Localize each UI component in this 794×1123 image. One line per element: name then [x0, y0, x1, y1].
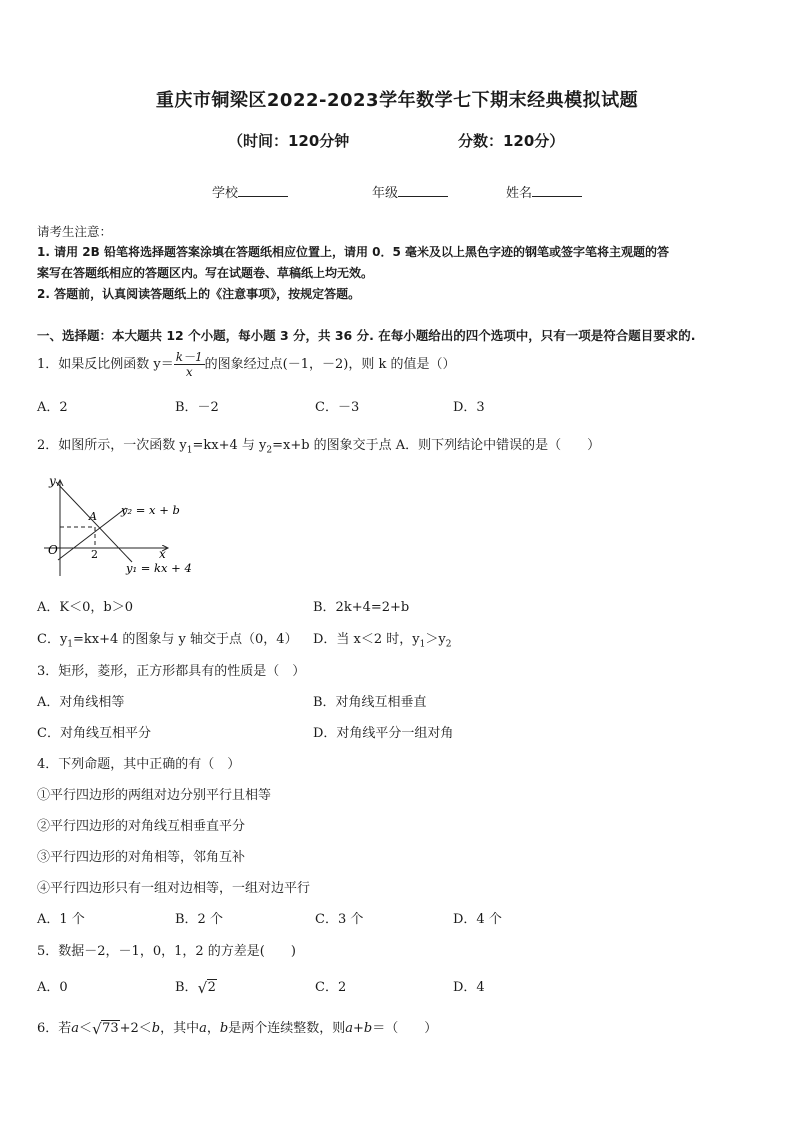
- q1-option-c[interactable]: C．－3: [315, 400, 360, 415]
- q1-option-b[interactable]: B．－2: [175, 400, 219, 415]
- q1-option-a[interactable]: A．2: [37, 400, 68, 415]
- question-5: 5．数据－2，－1，0，1，2 的方差是( ): [37, 944, 296, 959]
- q3-option-b[interactable]: B．对角线互相垂直: [313, 695, 427, 710]
- q4-statement-2: ②平行四边形的对角线互相垂直平分: [37, 819, 246, 834]
- q2-graph: [36, 472, 206, 582]
- q4-option-a[interactable]: A．1 个: [37, 912, 85, 927]
- q2-text-b: =kx+4 与 y: [192, 438, 267, 453]
- exam-title: 重庆市铜梁区2022-2023学年数学七下期末经典模拟试题: [155, 90, 639, 111]
- graph-label-y1: y₁ = kx + 4: [126, 561, 192, 575]
- notice-line-1a: 1. 请用 2B 铅笔将选择题答案涂填在答题纸相应位置上，请用 0．5 毫米及以上黑色字迹的钢笔或签字笔将主观题的答: [37, 245, 669, 259]
- notice-heading: 请考生注意：: [37, 224, 113, 239]
- q6-var-a: a: [71, 1021, 80, 1036]
- q6-mid: +2＜: [119, 1021, 152, 1036]
- q2-sub-2: 2: [266, 445, 273, 456]
- graph-origin-label: O: [48, 543, 58, 557]
- q4-option-b[interactable]: B．2 个: [175, 912, 223, 927]
- q5-b-sqrt: [198, 980, 217, 995]
- q1-text-post: 的图象经过点(－1，－2)，则 k 的值是（）: [204, 357, 456, 372]
- q6-post3: ＝（ ）: [372, 1021, 438, 1036]
- q2-option-a[interactable]: A．K＜0，b＞0: [37, 600, 133, 615]
- grade-blank[interactable]: [398, 184, 448, 197]
- q4-option-c[interactable]: C．3 个: [315, 912, 364, 927]
- name-label: 姓名: [506, 186, 533, 201]
- q5-b-radicand: 2: [207, 980, 216, 995]
- q3-option-c[interactable]: C．对角线互相平分: [37, 726, 151, 741]
- sqrt-radical-icon: √: [92, 1020, 102, 1038]
- q6-sqrt: [92, 1021, 120, 1036]
- q6-var-b: b: [151, 1021, 161, 1036]
- q6-post1: ，其中: [160, 1021, 200, 1036]
- q2-option-c[interactable]: [37, 628, 298, 650]
- school-label: 学校: [212, 186, 239, 201]
- q1-text-pre: 1．如果反比例函数 y＝: [37, 357, 174, 372]
- q6-radicand: 73: [102, 1021, 119, 1036]
- q4-statement-3: ③平行四边形的对角相等，邻角互补: [37, 850, 246, 865]
- q2-text-a: 2．如图所示，一次函数 y: [37, 438, 187, 453]
- q4-option-d[interactable]: D．4 个: [453, 912, 502, 927]
- question-2: [37, 434, 600, 456]
- q5-option-a[interactable]: A．0: [37, 980, 68, 995]
- q2-text-c: =x+b 的图象交于点 A．则下列结论中错误的是（ ）: [272, 438, 601, 453]
- sqrt-radical-icon: √: [197, 979, 208, 997]
- q5-option-d[interactable]: D．4: [453, 980, 485, 995]
- q2-c-sub: 1: [67, 639, 74, 650]
- graph-tick-2: 2: [91, 548, 98, 561]
- notice-line-2: 2. 答题前，认真阅读答题纸上的《注意事项》，按规定答题。: [37, 287, 361, 301]
- section-1-heading: 一、选择题：本大题共 12 个小题，每小题 3 分，共 36 分. 在每小题给出的四个选项中，只有一项是符合题目要求的.: [37, 328, 696, 343]
- question-4: 4．下列命题，其中正确的有（ ）: [37, 757, 241, 772]
- q3-option-d[interactable]: D．对角线平分一组对角: [313, 726, 454, 741]
- question-6: [37, 1017, 437, 1036]
- q5-option-b[interactable]: [175, 976, 217, 995]
- school-blank[interactable]: [238, 184, 288, 197]
- q2-option-d[interactable]: [313, 628, 451, 650]
- graph-point-a-label: A: [89, 510, 97, 523]
- q1-option-d[interactable]: D．3: [453, 400, 485, 415]
- name-field[interactable]: [506, 182, 582, 201]
- q2-sub-1: 1: [186, 445, 193, 456]
- q6-expr: a+b: [345, 1021, 373, 1036]
- q4-statement-4: ④平行四边形只有一组对边相等，一组对边平行: [37, 881, 311, 896]
- q2-c-a: C．y: [37, 632, 68, 647]
- q1-frac-numerator: k－1: [175, 350, 203, 364]
- q6-pre: 6．若: [37, 1021, 72, 1036]
- q5-b-pre: B．: [175, 980, 198, 995]
- q6-post2: 是两个连续整数，则: [228, 1021, 346, 1036]
- q2-d-a: D．当 x＜2 时，y: [313, 632, 420, 647]
- q2-d-b: ＞y: [425, 632, 446, 647]
- graph-x-label: x: [159, 547, 166, 561]
- q6-var-b2: b: [219, 1021, 229, 1036]
- q5-option-c[interactable]: C．2: [315, 980, 347, 995]
- question-1: [37, 350, 456, 379]
- graph-y-label: y: [49, 474, 56, 488]
- q2-d-sub2: 2: [445, 639, 452, 650]
- q1-frac-denominator: x: [185, 365, 193, 379]
- school-field[interactable]: [212, 182, 288, 201]
- score-label: 分数：120分）: [458, 132, 565, 150]
- q2-c-b: =kx+4 的图象与 y 轴交于点（0，4）: [73, 632, 298, 647]
- notice-line-1b: 案写在答题纸相应的答题区内。写在试题卷、草稿纸上均无效。: [37, 266, 374, 280]
- q1-fraction: [174, 350, 205, 379]
- q4-statement-1: ①平行四边形的两组对边分别平行且相等: [37, 788, 272, 803]
- q6-comma: ，: [206, 1021, 220, 1036]
- grade-field[interactable]: [372, 182, 448, 201]
- time-label: （时间：120分钟: [228, 132, 350, 150]
- q6-var-a2: a: [199, 1021, 207, 1036]
- name-blank[interactable]: [532, 184, 582, 197]
- graph-label-y2: y₂ = x + b: [121, 503, 180, 517]
- q2-d-sub1: 1: [419, 639, 426, 650]
- q3-option-a[interactable]: A．对角线相等: [37, 695, 125, 710]
- grade-label: 年级: [372, 186, 399, 201]
- question-3: 3．矩形，菱形，正方形都具有的性质是（ ）: [37, 664, 306, 679]
- q6-lt: ＜: [79, 1021, 93, 1036]
- q2-option-b[interactable]: B．2k+4=2+b: [313, 600, 410, 615]
